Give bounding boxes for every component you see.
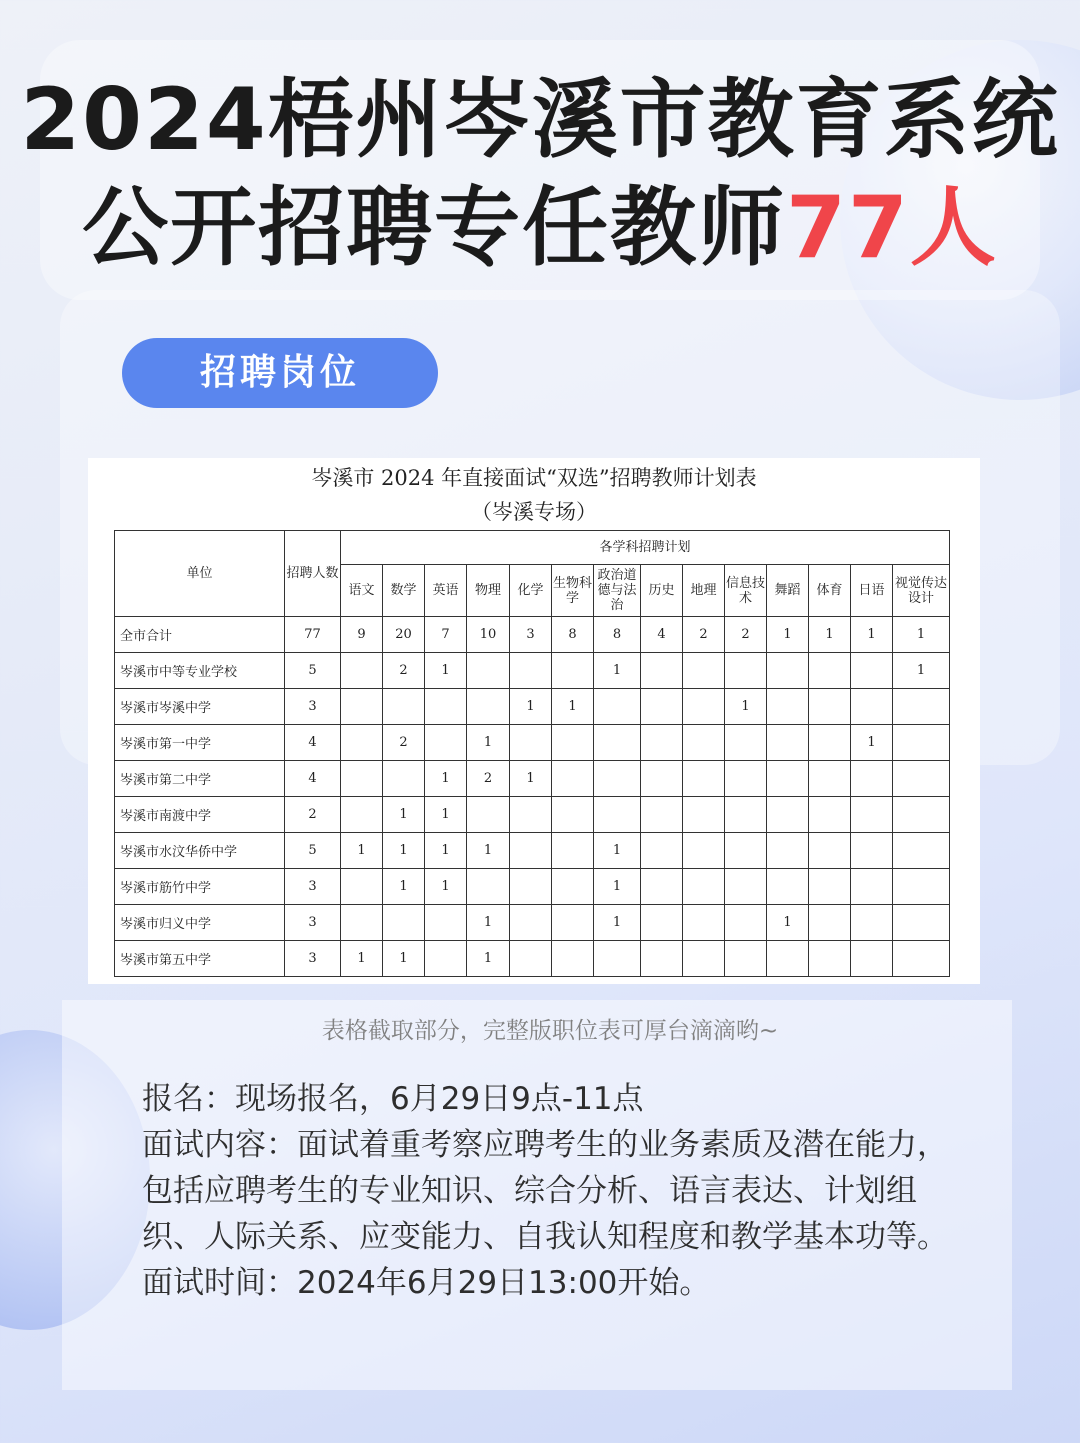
cell-subject-count	[893, 797, 950, 833]
cell-subject-count	[893, 869, 950, 905]
cell-subject-count	[641, 761, 683, 797]
cell-subject-count	[425, 941, 467, 977]
cell-subject-count: 1	[594, 653, 641, 689]
cell-subject-count: 1	[425, 833, 467, 869]
cell-unit-name: 岑溪市南渡中学	[115, 797, 285, 833]
cell-subject-count: 1	[425, 797, 467, 833]
cell-subject-count	[851, 797, 893, 833]
cell-subject-count: 1	[809, 617, 851, 653]
cell-subject-count: 1	[467, 725, 510, 761]
cell-subject-count	[552, 653, 594, 689]
cell-unit-name: 岑溪市水汶华侨中学	[115, 833, 285, 869]
cell-subject-count	[552, 905, 594, 941]
header-subject: 舞蹈	[767, 565, 809, 617]
cell-total: 77	[285, 617, 341, 653]
headline-line-1: 2024梧州岑溪市教育系统	[20, 70, 1060, 170]
cell-subject-count	[809, 689, 851, 725]
cell-subject-count: 1	[594, 869, 641, 905]
cell-subject-count	[467, 869, 510, 905]
cell-subject-count: 7	[425, 617, 467, 653]
cell-subject-count	[510, 905, 552, 941]
cell-total: 3	[285, 689, 341, 725]
cell-subject-count	[383, 689, 425, 725]
cell-subject-count	[767, 689, 809, 725]
cell-subject-count: 10	[467, 617, 510, 653]
cell-subject-count	[552, 869, 594, 905]
cell-subject-count: 1	[893, 653, 950, 689]
cell-subject-count: 9	[341, 617, 383, 653]
cell-subject-count	[725, 653, 767, 689]
cell-subject-count: 1	[767, 905, 809, 941]
info-section	[142, 1076, 977, 1306]
cell-total: 2	[285, 797, 341, 833]
cell-subject-count: 1	[594, 833, 641, 869]
cell-subject-count	[552, 761, 594, 797]
cell-subject-count: 2	[383, 725, 425, 761]
cell-subject-count	[594, 941, 641, 977]
cell-subject-count	[683, 761, 725, 797]
cell-subject-count	[767, 869, 809, 905]
cell-subject-count: 1	[425, 653, 467, 689]
cell-subject-count: 1	[383, 869, 425, 905]
cell-subject-count	[510, 833, 552, 869]
cell-subject-count	[341, 725, 383, 761]
headline-line-2	[0, 180, 1080, 276]
table-title: 岑溪市 2024 年直接面试“双选”招聘教师计划表	[311, 466, 757, 490]
cell-subject-count	[809, 833, 851, 869]
headline-highlight-count: 77人	[786, 178, 998, 278]
cell-subject-count	[893, 761, 950, 797]
cell-subject-count: 2	[725, 617, 767, 653]
cell-subject-count	[510, 797, 552, 833]
cell-subject-count	[683, 797, 725, 833]
cell-subject-count	[594, 689, 641, 725]
cell-subject-count	[725, 833, 767, 869]
header-subject: 地理	[683, 565, 725, 617]
header-subject: 数学	[383, 565, 425, 617]
cell-subject-count: 1	[552, 689, 594, 725]
table-row	[115, 761, 950, 797]
cell-subject-count: 8	[594, 617, 641, 653]
cell-subject-count	[341, 905, 383, 941]
cell-subject-count	[851, 761, 893, 797]
cell-subject-count	[725, 905, 767, 941]
cell-subject-count	[641, 725, 683, 761]
cell-subject-count	[767, 653, 809, 689]
cell-subject-count	[641, 797, 683, 833]
cell-unit-name: 岑溪市第一中学	[115, 725, 285, 761]
cell-total: 3	[285, 869, 341, 905]
plan-table-image	[88, 458, 980, 984]
cell-unit-name: 全市合计	[115, 617, 285, 653]
table-row	[115, 869, 950, 905]
cell-subject-count	[683, 869, 725, 905]
cell-subject-count	[851, 689, 893, 725]
cell-subject-count	[851, 869, 893, 905]
header-subject: 历史	[641, 565, 683, 617]
cell-unit-name: 岑溪市第二中学	[115, 761, 285, 797]
cell-subject-count	[467, 689, 510, 725]
table-row	[115, 797, 950, 833]
cell-unit-name: 岑溪市岑溪中学	[115, 689, 285, 725]
cell-subject-count: 20	[383, 617, 425, 653]
cell-unit-name: 岑溪市归义中学	[115, 905, 285, 941]
cell-subject-count	[725, 761, 767, 797]
cell-subject-count: 1	[383, 797, 425, 833]
header-subject: 日语	[851, 565, 893, 617]
header-subject: 生物科学	[552, 565, 594, 617]
cell-subject-count	[809, 761, 851, 797]
table-row	[115, 833, 950, 869]
cell-subject-count	[341, 869, 383, 905]
cell-subject-count	[767, 797, 809, 833]
cell-subject-count	[467, 653, 510, 689]
cell-subject-count: 1	[341, 941, 383, 977]
table-note: 表格截取部分，完整版职位表可厚台滴滴哟~	[321, 1018, 779, 1044]
table-row	[115, 653, 950, 689]
cell-subject-count	[809, 725, 851, 761]
cell-subject-count	[893, 941, 950, 977]
cell-subject-count	[341, 797, 383, 833]
table-row	[115, 905, 950, 941]
header-unit: 单位	[115, 531, 285, 617]
cell-subject-count	[683, 833, 725, 869]
cell-subject-count	[383, 761, 425, 797]
recruitment-plan-table	[114, 530, 950, 977]
cell-subject-count	[851, 833, 893, 869]
header-subject: 英语	[425, 565, 467, 617]
cell-subject-count: 1	[467, 833, 510, 869]
cell-subject-count	[683, 941, 725, 977]
cell-subject-count	[510, 869, 552, 905]
cell-subject-count	[683, 689, 725, 725]
cell-total: 3	[285, 905, 341, 941]
cell-subject-count	[552, 941, 594, 977]
table-subtitle: （岑溪专场）	[471, 500, 597, 524]
cell-subject-count	[725, 797, 767, 833]
cell-subject-count	[809, 797, 851, 833]
cell-total: 4	[285, 725, 341, 761]
cell-subject-count	[683, 725, 725, 761]
cell-subject-count: 1	[725, 689, 767, 725]
cell-subject-count: 1	[510, 761, 552, 797]
cell-subject-count	[683, 905, 725, 941]
cell-subject-count	[851, 653, 893, 689]
cell-subject-count	[809, 869, 851, 905]
cell-subject-count: 1	[383, 941, 425, 977]
interview-time-info: 面试时间：2024年6月29日13:00开始。	[142, 1265, 711, 1301]
cell-subject-count: 1	[851, 617, 893, 653]
cell-subject-count: 1	[383, 833, 425, 869]
cell-subject-count	[893, 905, 950, 941]
table-row	[115, 725, 950, 761]
table-row	[115, 617, 950, 653]
cell-subject-count	[725, 869, 767, 905]
cell-subject-count: 1	[893, 617, 950, 653]
cell-total: 5	[285, 653, 341, 689]
cell-subject-count: 1	[510, 689, 552, 725]
cell-subject-count: 8	[552, 617, 594, 653]
cell-unit-name: 岑溪市第五中学	[115, 941, 285, 977]
cell-subject-count	[510, 725, 552, 761]
cell-subject-count	[641, 941, 683, 977]
table-row	[115, 689, 950, 725]
cell-subject-count	[725, 725, 767, 761]
header-subject: 化学	[510, 565, 552, 617]
cell-subject-count	[425, 689, 467, 725]
cell-subject-count	[641, 833, 683, 869]
cell-subject-count	[767, 725, 809, 761]
cell-subject-count	[552, 725, 594, 761]
cell-subject-count	[767, 941, 809, 977]
cell-subject-count	[594, 725, 641, 761]
header-count: 招聘人数	[285, 531, 341, 617]
header-subject: 信息技术	[725, 565, 767, 617]
cell-subject-count	[641, 689, 683, 725]
cell-subject-count	[809, 941, 851, 977]
cell-total: 4	[285, 761, 341, 797]
cell-subject-count	[552, 833, 594, 869]
header-subject: 政治道德与法治	[594, 565, 641, 617]
cell-total: 3	[285, 941, 341, 977]
cell-subject-count	[641, 869, 683, 905]
cell-subject-count	[552, 797, 594, 833]
table-row	[115, 941, 950, 977]
headline-line-2-main: 公开招聘专任教师	[82, 178, 787, 278]
cell-subject-count	[893, 725, 950, 761]
cell-subject-count	[767, 761, 809, 797]
cell-subject-count	[641, 653, 683, 689]
cell-subject-count	[809, 653, 851, 689]
cell-subject-count	[425, 725, 467, 761]
cell-subject-count: 1	[594, 905, 641, 941]
cell-subject-count	[893, 689, 950, 725]
cell-subject-count: 1	[425, 761, 467, 797]
section-badge: 招聘岗位	[122, 338, 438, 408]
cell-subject-count	[809, 905, 851, 941]
cell-subject-count	[594, 797, 641, 833]
cell-total: 5	[285, 833, 341, 869]
cell-unit-name: 岑溪市中等专业学校	[115, 653, 285, 689]
cell-subject-count: 1	[341, 833, 383, 869]
cell-subject-count: 1	[467, 905, 510, 941]
cell-subject-count	[341, 761, 383, 797]
cell-subject-count	[341, 689, 383, 725]
cell-subject-count	[467, 797, 510, 833]
cell-unit-name: 岑溪市筋竹中学	[115, 869, 285, 905]
cell-subject-count	[510, 941, 552, 977]
cell-subject-count: 2	[683, 617, 725, 653]
cell-subject-count: 1	[767, 617, 809, 653]
cell-subject-count	[510, 653, 552, 689]
cell-subject-count: 3	[510, 617, 552, 653]
cell-subject-count	[725, 941, 767, 977]
header-subject: 物理	[467, 565, 510, 617]
cell-subject-count: 2	[383, 653, 425, 689]
cell-subject-count: 1	[425, 869, 467, 905]
cell-subject-count: 2	[467, 761, 510, 797]
header-subject: 视觉传达设计	[893, 565, 950, 617]
cell-subject-count	[341, 653, 383, 689]
header-subject: 体育	[809, 565, 851, 617]
interview-content-info: 面试内容：面试着重考察应聘考生的业务素质及潜在能力，包括应聘考生的专业知识、综合分析、语言表达、计划组织、人际关系、应变能力、自我认知程度和教学基本功等。	[142, 1127, 948, 1255]
cell-subject-count	[851, 905, 893, 941]
table-body	[115, 617, 950, 977]
cell-subject-count	[683, 653, 725, 689]
cell-subject-count	[594, 761, 641, 797]
header-subject-plan: 各学科招聘计划	[341, 531, 950, 565]
header-subject: 语文	[341, 565, 383, 617]
cell-subject-count	[893, 833, 950, 869]
cell-subject-count	[641, 905, 683, 941]
cell-subject-count	[851, 941, 893, 977]
registration-info: 报名：现场报名，6月29日9点-11点	[142, 1081, 644, 1117]
cell-subject-count: 1	[467, 941, 510, 977]
cell-subject-count	[425, 905, 467, 941]
cell-subject-count	[767, 833, 809, 869]
cell-subject-count	[383, 905, 425, 941]
cell-subject-count: 1	[851, 725, 893, 761]
cell-subject-count: 4	[641, 617, 683, 653]
